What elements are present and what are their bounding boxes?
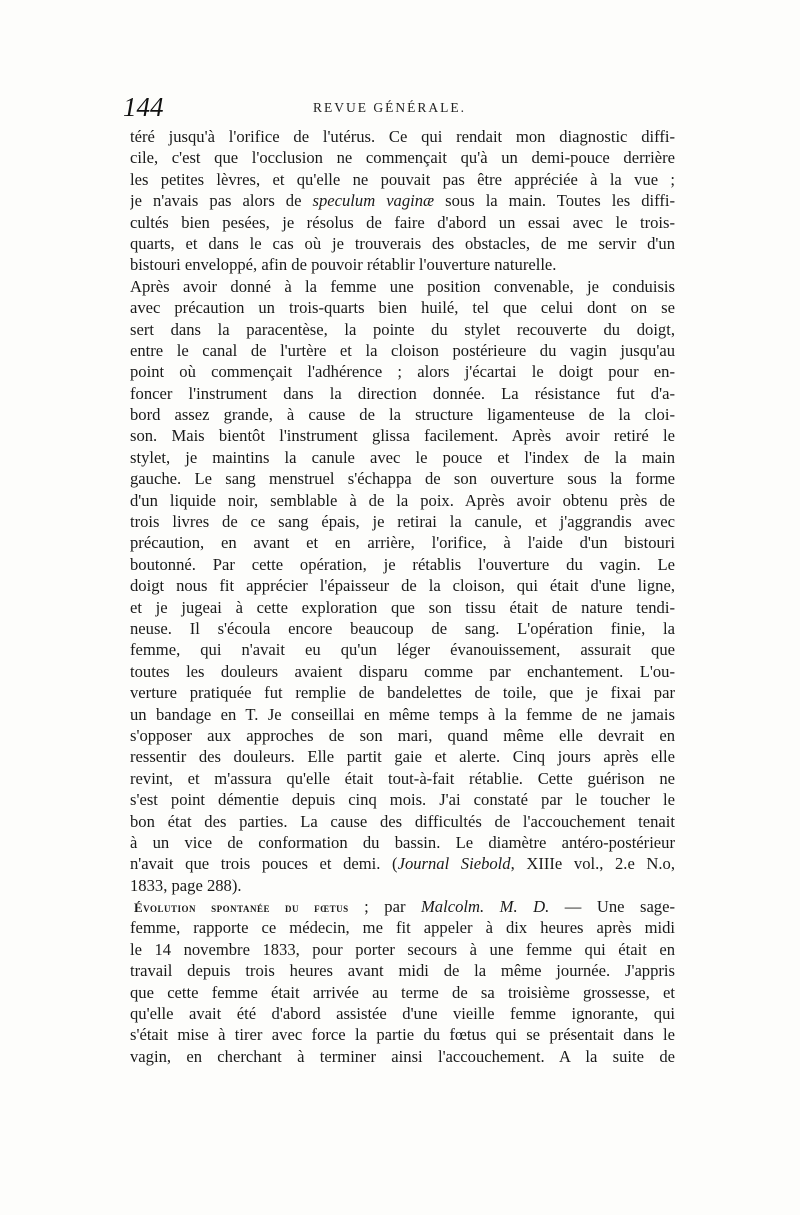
text-line: gauche. Le sang menstruel s'échappa de son ouverture sous la forme — [130, 469, 675, 489]
text-line: le 14 novembre 1833, pour porter secours à une femme qui était en — [130, 939, 675, 959]
text-line: avec précaution un trois-quarts bien huilé, tel que celui dont on se — [130, 298, 675, 318]
text-line: bord assez grande, à cause de la structure ligamenteuse de la cloi- — [130, 405, 675, 425]
text-line: téré jusqu'à l'orifice de l'utérus. Ce qui rendait mon diagnostic diffi- — [130, 127, 675, 146]
text-line: travail depuis trois heures avant midi de la même journée. J'appris — [130, 961, 675, 981]
text-line — [130, 190, 675, 211]
text-line: que cette femme était arrivée au terme de sa troisième grossesse, et — [130, 982, 675, 1002]
text-line — [130, 896, 675, 917]
text-line: quarts, et dans le cas où je trouverais des obstacles, de me servir d'un — [130, 233, 675, 253]
text-line: bistouri enveloppé, afin de pouvoir rétablir l'ouverture naturelle. — [130, 255, 557, 275]
text-segment: ; par — [348, 897, 421, 917]
text-line: cultés bien pesées, je résolus de faire d'abord un essai avec le trois- — [130, 212, 675, 232]
text-line: entre le canal de l'urtère et la cloison postérieure du vagin jusqu'au — [130, 340, 675, 360]
text-line: qu'elle avait été d'abord assistée d'une vieille femme ignorante, qui — [130, 1004, 675, 1024]
text-line: verture pratiquée fut remplie de bandelettes de toile, que je fixai par — [130, 683, 675, 703]
text-line: Après avoir donné à la femme une position convenable, je conduisis — [130, 276, 675, 296]
text-line: neuse. Il s'écoula encore beaucoup de sang. L'opération finie, la — [130, 618, 675, 638]
body-text — [130, 126, 675, 1067]
running-head: REVUE GÉNÉRALE. — [313, 100, 466, 115]
text-line: précaution, en avant et en arrière, l'orifice, à l'aide d'un bistouri — [130, 533, 675, 553]
text-line: sert dans la paracentèse, la pointe du stylet recouverte du doigt, — [130, 319, 675, 339]
text-line: femme, rapporte ce médecin, me fit appeler à dix heures après midi — [130, 918, 675, 938]
text-segment: n'avait que trois pouces et demi. ( — [130, 854, 398, 874]
page-header — [123, 92, 683, 122]
section-title: Évolution spontanée du fœtus — [134, 900, 349, 916]
text-line: vagin, en cherchant à terminer ainsi l'accouchement. A la suite de — [130, 1046, 675, 1066]
italic-term: speculum vaginæ — [312, 191, 435, 211]
text-line: s'opposer aux approches de son mari, quand même elle devrait en — [130, 725, 675, 745]
text-line: doigt nous fit apprécier l'épaisseur de la cloison, qui était d'une ligne, — [130, 576, 675, 596]
text-line: 1833, page 288). — [130, 875, 242, 895]
text-line: bon état des parties. La cause des difficultés de l'accouchement tenait — [130, 811, 675, 831]
text-line: s'est point démentie depuis cinq mois. J'ai constaté par le toucher le — [130, 790, 675, 810]
text-line: boutonné. Par cette opération, je rétablis l'ouverture du vagin. Le — [130, 554, 675, 574]
text-segment: — Une sage- — [549, 897, 675, 917]
text-line: s'était mise à tirer avec force la partie du fœtus qui se présentait dans le — [130, 1025, 675, 1045]
text-segment: , XIIIe vol., 2.e N.o, — [510, 854, 675, 874]
text-segment: je n'avais pas alors de — [130, 191, 313, 211]
author-name: Malcolm. M. D. — [420, 897, 550, 917]
text-line: les petites lèvres, et qu'elle ne pouvait pas être appréciée à la vue ; — [130, 169, 675, 189]
text-line: toutes les douleurs avaient disparu comme par enchantement. L'ou- — [130, 661, 675, 681]
text-line: et je jugeai à cette exploration que son tissu était de nature tendi- — [130, 597, 675, 617]
text-line: ressentir des douleurs. Elle partit gaie et alerte. Cinq jours après elle — [130, 747, 675, 767]
page-number: 144 — [123, 92, 164, 122]
text-line: trois livres de ce sang épais, je retirai la canule, et j'aggrandis avec — [130, 512, 675, 532]
text-line: revint, et m'assura qu'elle était tout-à-fait rétablie. Cette guérison ne — [130, 768, 675, 788]
text-line: cile, c'est que l'occlusion ne commençait qu'à un demi-pouce derrière — [130, 148, 675, 168]
text-line: son. Mais bientôt l'instrument glissa facilement. Après avoir retiré le — [130, 426, 675, 446]
text-line: un bandage en T. Je conseillai en même temps à la femme de ne jamais — [130, 704, 675, 724]
text-line: stylet, je maintins la canule avec le pouce et l'index de la main — [130, 447, 675, 467]
text-line: foncer l'instrument dans la direction donnée. La résistance fut d'a- — [130, 383, 675, 403]
text-line: femme, qui n'avait eu qu'un léger évanouissement, assurait que — [130, 640, 675, 660]
text-segment: sous la main. Toutes les diffi- — [434, 191, 675, 211]
text-line: à un vice de conformation du bassin. Le diamètre antéro-postérieur — [130, 832, 675, 852]
text-line: point où commençait l'adhérence ; alors j'écartai le doigt pour en- — [130, 362, 675, 382]
text-line — [130, 853, 675, 874]
text-line: d'un liquide noir, semblable à de la poix. Après avoir obtenu près de — [130, 490, 675, 510]
italic-citation: Journal Siebold — [397, 854, 511, 874]
